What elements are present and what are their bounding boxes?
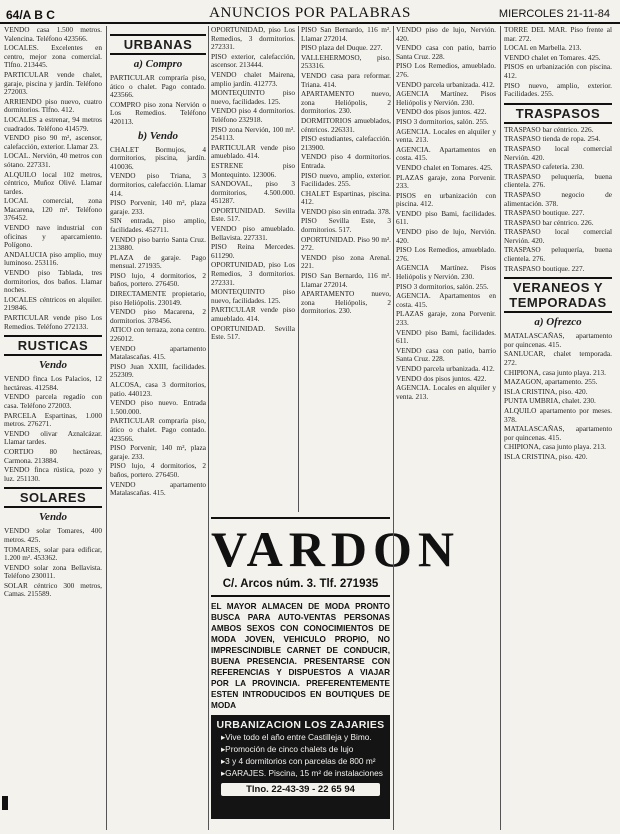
classified-ad: LOCALES a estrenar, 94 metros cuadrados. Teléfono 414579. (4, 114, 102, 133)
classified-ad: MONTEQUINTO piso nuevo, facilidades. 125. (211, 88, 295, 106)
classified-ad: OPORTUNIDAD. Piso 90 m². 272. (301, 234, 391, 253)
classified-ad: VENDO chalet en Tomares. 425. (504, 52, 601, 62)
classified-ad: AGENCIA. Apartamentos en costa. 415. (396, 144, 496, 163)
classified-ad: AGENCIA Martínez. Pisos Heliópolis y Nervión. 230. (396, 263, 496, 282)
subheading-vendo: Vendo (38, 359, 68, 372)
classified-ad: MAZAGON, apartamento. 255. (504, 377, 598, 387)
section-title: ANUNCIOS POR PALABRAS (209, 5, 411, 21)
classified-ad: OPORTUNIDAD, piso Los Remedios, 3 dormitorios. 272331. (211, 26, 295, 52)
classified-ad: SOLAR céntrico 300 metros, Camas. 215589. (4, 580, 102, 599)
classified-ad: PISO nuevo, amplio, exterior. Facilidades. 255. (504, 80, 612, 99)
vardon-name: VARDON (211, 521, 460, 577)
classified-ad: VENDO piso de lujo, Nervión. 420. (396, 26, 496, 43)
column-1 (4, 26, 102, 832)
classified-ad: OPORTUNIDAD. Sevilla Este. 517. (211, 205, 295, 224)
classified-ad: VENDO casa 1.500 metros. Valencina. Teléfono 423566. (4, 26, 102, 43)
urbanizacion-line: ▸ GARAJES. Piscina, 15 m² de instalaciones (211, 767, 390, 779)
classified-ad: PISO 3 dormitorios, salón. 255. (396, 116, 489, 126)
issue-date: MIERCOLES 21-11-84 (498, 8, 610, 20)
column-6 (504, 26, 612, 832)
urbanizacion-line: ▸ Vive todo el año entre Castilleja y Bimo. (211, 731, 390, 743)
classified-ad: PARTICULAR vende piso amueblado. 414. (211, 305, 295, 323)
classified-ad: OPORTUNIDAD, piso Los Remedios, 3 dormitorios. 272331. (211, 260, 295, 287)
classified-ad: VALLEHERMOSO, piso. 253316. (301, 52, 391, 71)
classified-ad: CHIPIONA, casa junto playa. 213. (504, 442, 606, 452)
classified-ad: PISO Juan XXIII, facilidades. 252309. (110, 361, 206, 380)
classified-ad: SANLUCAR, chalet temporada. 272. (504, 349, 612, 368)
classified-ad: AGENCIA. Locales en alquiler y venta. 213. (396, 383, 496, 401)
classified-ad: PISO lujo, 4 dormitorios, 2 baños, portero. 276450. (110, 270, 206, 289)
section-heading-traspasos: TRASPASOS (504, 103, 612, 124)
classified-ad: MATALASCAÑAS, apartamento por quincenas. 415. (504, 331, 612, 349)
classified-ad: AGENCIA. Locales en alquiler y venta. 213. (396, 126, 496, 145)
classified-ad: DIRECTAMENTE propietario, piso Heliópolis. 230149. (110, 289, 206, 307)
vardon-body: EL MAYOR ALMACEN DE MODA PRONTO BUSCA PARA AUTO-VENTAS PERSONAS AMBOS SEXOS CON CONOCIMIENTOS DE MODA JOVEN, VEHICULO PROPIO, NO IMPRESCINDIBLE CARNET DE CONDUCIR, BUENA PRESENCIA. PRESENTARSE CON REFERENCIAS Y DISPUESTOS A VIAJAR POR LA PROVINCIA. PREFERENTEMENTE ESTEN INTRODUCIDOS EN BOUTIQUES DE MODA (211, 602, 390, 710)
classified-ad: CHALET Espartinas, piscina. 412. (301, 188, 391, 207)
classified-ad: VENDO piso Bami, facilidades. 611. (396, 208, 496, 227)
classified-ad: PUNTA UMBRIA, chalet. 230. (504, 396, 596, 406)
classified-ad: TRASPASO bar céntrico. 226. (504, 217, 594, 227)
section-heading-rusticas: RUSTICAS (4, 335, 102, 356)
classified-ad: VENDO casa con patio, barrio Santa Cruz. 228. (396, 345, 496, 364)
classified-ad: ISLA CRISTINA, piso. 420. (504, 386, 588, 396)
classified-ad: LOCALES. Excelentes en centro, mejor zona comercial. Tlfno. 213445. (4, 43, 102, 70)
classified-ad: PISOS en urbanización con piscina. 412. (504, 62, 612, 80)
classified-ad: VENDO piso zona Arenal. 221. (301, 252, 391, 271)
classified-ad: LOCAL. Nervión, 40 metros con sótano. 227331. (4, 151, 102, 169)
column-3 (211, 26, 295, 512)
classified-ad: PISOS en urbanización con piscina. 412. (396, 190, 496, 209)
classified-ad: CHIPIONA, casa junto playa. 213. (504, 367, 606, 377)
classified-ad: PARTICULAR vende piso amueblado. 414. (211, 142, 295, 161)
classified-ad: PISO nuevo, amplio, exterior. Facilidades. 255. (301, 170, 391, 189)
classified-ad: PISO Sevilla Este, 3 dormitorios. 517. (301, 216, 391, 235)
column-rule (208, 26, 209, 830)
classified-ad: PARTICULAR vende chalet, garaje, piscina y jardín. Teléfono 272003. (4, 69, 102, 97)
subheading-vendo: b) Vendo (137, 129, 179, 142)
classified-ad: SIN entrada, piso amplio, facilidades. 452711. (110, 216, 206, 234)
classified-ad: PARCELA Espartinas, 1.000 metros. 276271. (4, 410, 102, 429)
column-rule (298, 26, 299, 512)
classified-ad: PISO zona Nervión, 100 m². 254113. (211, 124, 295, 143)
column-4 (301, 26, 391, 512)
classified-ad: VENDO piso Tablada, tres dormitorios, dos baños. Llamar noches. (4, 268, 102, 295)
classified-ad: CHALET Bormujos, 4 dormitorios, piscina, jardín. 410036. (110, 144, 206, 171)
classified-ad: PISO San Bernardo, 116 m². Llamar 272014. (301, 271, 391, 289)
classified-ad: TRASPASO bar céntrico. 226. (504, 124, 594, 134)
vardon-ad (211, 517, 460, 710)
classified-ad: PLAZAS garaje, zona Porvenir. 233. (396, 309, 496, 327)
classified-ad: ATICO con terraza, zona centro. 226012. (110, 325, 206, 344)
classified-ad: PISO plaza del Duque. 227. (301, 43, 383, 53)
classified-ad: PISO Los Remedios, amueblado. 276. (396, 61, 496, 79)
classified-ad: CORTIJO 80 hectáreas, Carmona. 213884. (4, 446, 102, 465)
classified-ad: TRASPASO peluquería, buena clientela. 276. (504, 171, 612, 190)
classified-ad: VENDO piso 4 dormitorios. Entrada. (301, 152, 391, 170)
classified-ad: ALCOSA, casa 3 dormitorios, patio. 440123. (110, 380, 206, 398)
urbanizacion-line: ▸ Promoción de cinco chalets de lujo (211, 743, 390, 755)
classified-ad: VENDO piso 90 m², ascensor, calefacción, exterior. Llamar 23. (4, 133, 102, 151)
classified-ad: TORRE DEL MAR. Piso frente al mar. 272. (504, 26, 612, 43)
margin-mark (2, 796, 8, 810)
classified-ad: PISO Porvenir, 140 m², plaza garaje. 233. (110, 198, 206, 216)
subheading-vendo: Vendo (38, 511, 68, 524)
classified-ad: VENDO nave industrial con oficinas y aparcamiento. Polígono. (4, 223, 102, 250)
classified-ad: PISO estudiantes, calefacción. 213900. (301, 134, 391, 152)
classified-ad: VENDO apartamento Matalascañas. 415. (110, 479, 206, 498)
classified-ad: PISO Los Remedios, amueblado. 276. (396, 245, 496, 263)
classified-ad: PISO San Bernardo, 116 m². Llamar 272014. (301, 26, 391, 43)
classified-ad: VENDO piso amueblado. Bellavista. 227331. (211, 224, 295, 242)
section-heading-urbanas: URBANAS (110, 34, 206, 55)
page-header (0, 0, 620, 24)
classified-ad: LOCAL comercial, zona Macarena, 120 m². Teléfono 376452. (4, 196, 102, 223)
classified-ad: PISO Reina Mercedes. 611290. (211, 242, 295, 260)
classified-ad: VENDO piso Triana, 3 dormitorios, calefacción. Llamar 414. (110, 171, 206, 198)
classified-ad: VENDO piso barrio Santa Cruz. 213880. (110, 234, 206, 253)
classified-ad: ALQUILO local 102 metros, céntrico, Muñoz Olivé. Llamar tardes. (4, 169, 102, 196)
classified-ad: VENDO dos pisos juntos. 422. (396, 373, 487, 383)
classified-ad: PARTICULAR compraría piso, ático o chalet. Pago contado. 423566. (110, 73, 206, 100)
classified-ad: TRASPASO boutique. 227. (504, 263, 585, 273)
classified-ad: MATALASCAÑAS, apartamento por quincenas. 415. (504, 424, 612, 442)
classified-ad: VENDO piso Bami, facilidades. 611. (396, 327, 496, 346)
classified-ad: VENDO chalet Mairena, amplio jardín. 412773. (211, 69, 295, 88)
classified-ad: PISO 3 dormitorios, salón. 255. (396, 281, 489, 291)
classified-ad: ESTRENE piso Montequinto. 123006. (211, 160, 295, 179)
classified-ad: AGENCIA Martínez. Pisos Heliópolis y Nervión. 230. (396, 89, 496, 107)
classified-ad: ISLA CRISTINA, piso. 420. (504, 451, 588, 461)
classified-ad: PARTICULAR vende piso Los Remedios. Teléfono 272133. (4, 313, 102, 331)
classified-ad: TRASPASO tienda de ropa. 254. (504, 134, 601, 144)
classified-ad: TRASPASO local comercial Nervión. 420. (504, 227, 612, 245)
classified-ad: PLAZA de garaje. Pago mensual. 271935. (110, 252, 206, 271)
classified-ad: VENDO dos pisos juntos. 422. (396, 107, 487, 117)
classified-ad: VENDO parcela regadío con casa. Teléfono 272003. (4, 392, 102, 410)
subheading-compro: a) Compro (133, 58, 183, 70)
classified-ad: OPORTUNIDAD. Sevilla Este. 517. (211, 323, 295, 342)
classified-ad: TRASPASO peluquería, buena clientela. 276. (504, 245, 612, 264)
classified-ad: PISO lujo, 4 dormitorios, 2 baños, portero. 276450. (110, 461, 206, 479)
classified-ad: VENDO casa con patio, barrio Santa Cruz. 228. (396, 43, 496, 61)
urbanizacion-title: URBANIZACION LOS ZAJARIES (216, 719, 385, 731)
classified-ad: TRASPASO boutique. 227. (504, 208, 585, 218)
classified-ad: TRASPASO negocio de alimentación. 378. (504, 189, 612, 208)
classified-ad: VENDO solar Tomares, 400 metros. 425. (4, 526, 102, 544)
page-number: 64/A B C (6, 8, 55, 22)
classified-ad: APARTAMENTO nuevo, zona Heliópolis, 2 dormitorios. 230. (301, 89, 391, 116)
classified-ad: VENDO apartamento Matalascañas. 415. (110, 343, 206, 362)
urbanizacion-line: ▸ 3 y 4 dormitorios con parcelas de 800 m² (211, 755, 390, 767)
classified-ad: SANDOVAL, piso 3 dormitorios, 4.500.000. 451287. (211, 179, 295, 206)
section-heading-solares: SOLARES (4, 487, 102, 508)
classified-ad: TRASPASO cafetería. 230. (504, 162, 584, 172)
classified-ad: APARTAMENTO nuevo, zona Heliópolis, 2 dormitorios. 230. (301, 289, 391, 316)
subheading-ofrezco: a) Ofrezco (534, 316, 582, 329)
classified-ad: VENDO piso de lujo, Nervión. 420. (396, 227, 496, 245)
column-rule (393, 26, 394, 830)
classified-ad: VENDO parcela urbanizada. 412. (396, 79, 495, 89)
classified-ad: PISO Porvenir, 140 m², plaza garaje. 233. (110, 443, 206, 461)
column-5 (396, 26, 496, 832)
classified-ad: VENDO solar zona Bellavista. Teléfono 230011. (4, 562, 102, 581)
classified-ad: VENDO piso nuevo. Entrada 1.500.000. (110, 398, 206, 416)
classified-ad: VENDO olivar Aznalcázar. Llamar tardes. (4, 428, 102, 447)
column-rule (500, 26, 501, 830)
classified-ad: LOCAL en Marbella. 213. (504, 43, 582, 53)
classified-ad: VENDO casa para reformar. Triana. 414. (301, 70, 391, 89)
classified-ad: VENDO finca rústica, pozo y luz. 251130. (4, 465, 102, 483)
classified-ad: PARTICULAR compraría piso, ático o chalet. Pago contado. 423566. (110, 416, 206, 443)
classified-ad: PLAZAS garaje, zona Porvenir. 233. (396, 172, 496, 191)
classified-ad: VENDO finca Los Palacios, 12 hectáreas. 412584. (4, 374, 102, 392)
classified-ad: VENDO parcela urbanizada. 412. (396, 363, 495, 373)
classified-ad: TRASPASO local comercial Nervión. 420. (504, 143, 612, 162)
classified-ad: VENDO chalet en Tomares. 425. (396, 162, 493, 172)
classified-ad: AGENCIA. Apartamentos en costa. 415. (396, 291, 496, 309)
classified-ad: VENDO piso Macarena, 2 dormitorios. 378456. (110, 307, 206, 325)
classified-ad: ANDALUCIA piso amplio, muy luminoso. 253116. (4, 249, 102, 268)
classified-ad: LOCALES céntricos en alquiler. 219846. (4, 294, 102, 313)
classified-ad: VENDO piso sin entrada. 378. (301, 206, 391, 216)
urbanizacion-ad (211, 715, 390, 819)
classified-ad: ALQUILO apartamento por meses. 378. (504, 406, 612, 424)
section-heading-veraneos: VERANEOS Y TEMPORADAS (504, 277, 612, 313)
classified-ad: DORMITORIOS amueblados, céntricos. 226331. (301, 115, 391, 134)
classified-ad: MONTEQUINTO piso nuevo, facilidades. 125. (211, 287, 295, 305)
classified-ad: COMPRO piso zona Nervión o Los Remedios. Teléfono 420113. (110, 99, 206, 126)
column-rule (106, 26, 107, 830)
vardon-address: C/. Arcos núm. 3. Tlf. 271935 (211, 577, 390, 597)
classified-ad: VENDO piso 4 dormitorios. Teléfono 232918. (211, 106, 295, 124)
classified-ad: PISO exterior, calefacción, ascensor. 213444. (211, 51, 295, 70)
classified-ad: ARRIENDO piso nuevo, cuatro dormitorios. Tlfno. 412. (4, 96, 102, 115)
urbanizacion-phone: Tlno. 22-43-39 - 22 65 94 (221, 783, 380, 796)
column-2 (110, 26, 206, 832)
classified-ad: TOMARES, solar para edificar, 1.200 m². 453362. (4, 544, 102, 563)
